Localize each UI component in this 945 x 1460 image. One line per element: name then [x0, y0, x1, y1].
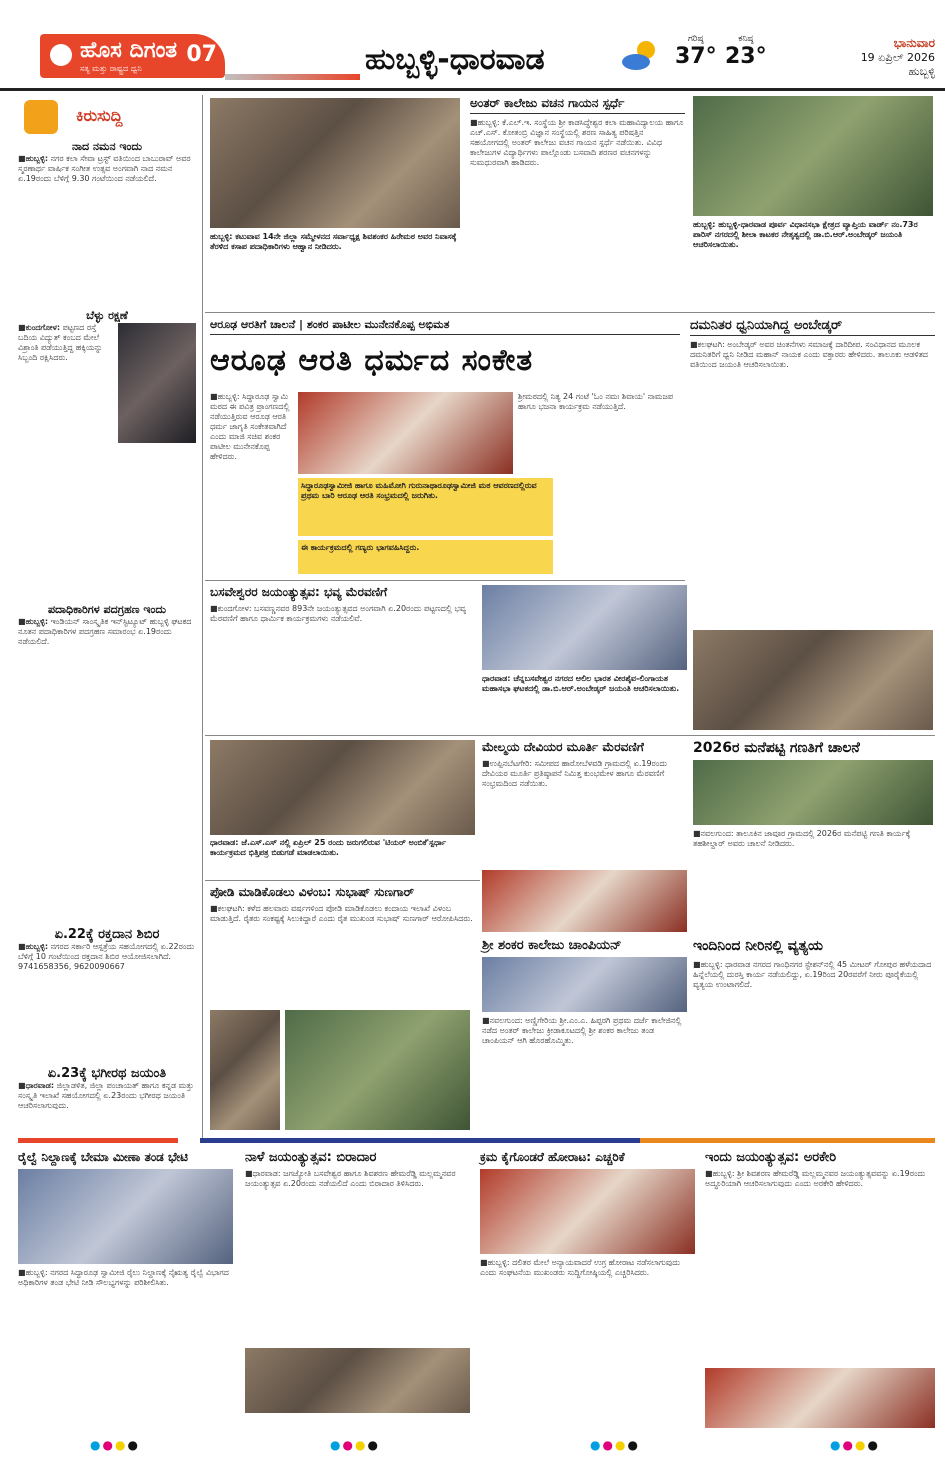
top-story-1-caption: ಹುಬ್ಬಳ್ಳಿ: ಕಟುವಾವ 14ನೇ ಜಿಲ್ಲಾ ಸಮ್ಮೇಳನದ ಸರ್ವಾಧ್ಯಕ್ಷ ಶಿವಶಂಕರ ಹಿರೇಮಠ ಅವರ ನಿವಾಸಕ್ಕೆ ತೆರಳಿದ ಕಸಾಪ ಪದಾಧಿಕಾರಿಗಳು ಆಹ್ವಾನ ನೀಡಿದರು. — [210, 232, 457, 251]
water-head: ಇಂದಿನಿಂದ ನೀರಿನಲ್ಲಿ ವ್ಯತ್ಯಯ — [693, 938, 823, 954]
page-number: 07 — [186, 42, 217, 67]
brief-2-body — [18, 323, 196, 453]
ambedkar-story — [690, 318, 935, 640]
weekday: ಭಾನುವಾರ — [893, 36, 935, 50]
divider-mid-1 — [205, 580, 685, 581]
brief-photo-bird — [118, 323, 196, 443]
city-title: ಹುಬ್ಬಳ್ಳಿ-ಧಾರವಾಡ — [365, 42, 545, 77]
brief-text-4: ■ಹುಬ್ಬಳ್ಳಿ: ನಗರದ ಸರ್ಕಾರಿ ಆಸ್ಪತ್ರೆಯ ಸಹಯೋಗದಲ್ಲಿ ಏ.22ರಂದು ಬೆಳಿಗ್ಗೆ 10 ಗಂಟೆಯಿಂದ ರಕ್ತದಾನ ಶಿಬಿರ ಆಯೋಜಿಸಲಾಗಿದೆ. 9741658356, 9620090667 — [18, 942, 195, 971]
brief-head-1: ನಾದ ನಮನ ಇಂದು — [71, 140, 143, 153]
brief-text-2: ■ಕುಂದಗೋಳ: ಪಟ್ಟಣದ ರಸ್ತೆ ಬದಿಯ ವಿದ್ಯುತ್ ಕಂಬದ ಮೇಲೆ ವಿಶ್ರಾಂತಿ ಪಡೆಯುತ್ತಿದ್ದ ಹಕ್ಕಿಯನ್ನು ಸಿಬ್ಬಂದಿ ರಕ್ಷಿಸಿದರು. — [18, 323, 103, 362]
max-temp-block — [675, 34, 717, 69]
subhash-portrait — [210, 1010, 280, 1130]
subhash-text: ■ಕಲಘಟಗಿ: ಕಳೆದ ಹಲವಾರು ವರ್ಷಗಳಿಂದ ಪೋಡಿ ಮಾಡಿಕೊಡಲು ಕಂದಾಯ ಇಲಾಖೆ ವಿಳಂಬ ಮಾಡುತ್ತಿದೆ. ರೈತರು ಸಂಕಷ್ಟಕ್ಕೆ ಸಿಲುಕಿದ್ದಾರೆ ಎಂದು ರೈತ ಮುಖಂಡ ಸುಭಾಷ್ ಸುಣಗಾರ್ ಆರೋಪಿಸಿದರು. — [210, 904, 473, 923]
shankar-college-head: ಶ್ರೀ ಶಂಕರ ಕಾಲೇಜು ಚಾಂಪಿಯನ್ — [482, 938, 622, 953]
poster-photo — [210, 740, 475, 835]
subhash-photo — [285, 1010, 470, 1130]
lamp-icon — [50, 44, 72, 66]
ambedkar-head: ದಮನಿತರ ಧ್ವನಿಯಾಗಿದ್ದ ಅಂಬೇಡ್ಕರ್ — [690, 318, 935, 336]
min-temp: 23° — [725, 44, 767, 69]
census-story — [693, 740, 933, 899]
lead-headline: ಆರೂಢ ಆರತಿ ಧರ್ಮದ ಸಂಕೇತ — [210, 343, 534, 378]
melmaruvathur-photo — [482, 870, 687, 932]
bottom-story-4 — [705, 1150, 935, 1428]
brief-text-5: ■ಧಾರವಾಡ: ಜಿಲ್ಲಾಡಳಿತ, ಜಿಲ್ಲಾ ಪಂಚಾಯತ್ ಹಾಗೂ ಕನ್ನಡ ಮತ್ತು ಸಂಸ್ಕೃತಿ ಇಲಾಖೆ ಸಹಯೋಗದಲ್ಲಿ ಏ.23ರಂದು ಭಗೀರಥ ಜಯಂತಿ ಆಚರಿಸಲಾಗುವುದು. — [18, 1081, 194, 1110]
shankar-college-story — [482, 938, 687, 1146]
edition-place: ಹುಬ್ಬಳ್ಳಿ — [908, 65, 935, 78]
top-story-2-text: ■ಹುಬ್ಬಳ್ಳಿ: ಕೆ.ಎಲ್.ಇ. ಸಂಸ್ಥೆಯ ಶ್ರೀ ಕಾಡಸಿದ್ಧೇಶ್ವರ ಕಲಾ ಮಹಾವಿದ್ಯಾಲಯ ಹಾಗೂ ಎಚ್.ಎಸ್. ಕೋತಂಬ್ರಿ ವಿಜ್ಞಾನ ಸಂಸ್ಥೆಯಲ್ಲಿ ಶರಣ ಸಾಹಿತ್ಯ ಪರಿಷತ್ತಿನ ಸಹಯೋಗದಲ್ಲಿ ಅಂತರ್ ಕಾಲೇಜು ವಚನ ಗಾಯನ ಸ್ಪರ್ಧೆ ನಡೆಯಿತು. ವಿವಿಧ ಕಾಲೇಜುಗಳ ವಿದ್ಯಾರ್ಥಿಗಳು ಪಾಲ್ಗೊಂಡು ಬಸವಾದಿ ಶರಣರ ವಚನಗಳನ್ನು ಸುಮಧುರವಾಗಿ ಹಾಡಿದರು. — [470, 118, 684, 167]
bottom-photo-4 — [705, 1368, 935, 1428]
lead-photo — [298, 392, 513, 474]
basaveshwara-story — [210, 585, 475, 739]
hand-point-icon — [24, 100, 58, 134]
paper-name: ಹೊಸ ದಿಗಂತ — [80, 38, 178, 63]
melmaruvathur-head: ಮೇಲ್ಮಯ ದೇವಿಯರ ಮೂರ್ತಿ ಮೆರವಣಿಗೆ — [482, 740, 644, 754]
ambedkar-photos — [693, 630, 933, 730]
dharwad-photo — [482, 585, 687, 670]
shankar-college-text: ■ನವಲಗುಂದ: ಅಣ್ಣಿಗೇರಿಯ ಶ್ರೀ.ಎಂ.ಎ. ಹಿಪ್ಪರಗಿ ಪ್ರಥಮ ದರ್ಜೆ ಕಾಲೇಜಿನಲ್ಲಿ ನಡೆದ ಅಂತರ್ ಕಾಲೇಜು ಕ್ರೀಡಾಕೂಟದಲ್ಲಿ ಶ್ರೀ ಶಂಕರ ಕಾಲೇಜು ತಂಡ ಚಾಂಪಿಯನ್ ಆಗಿ ಹೊರಹೊಮ್ಮಿತು. — [482, 1016, 682, 1045]
bottom-photo-3 — [480, 1169, 695, 1254]
bottom-story-1 — [18, 1150, 233, 1443]
divider-mid-3 — [205, 880, 480, 881]
brief-text-2-cont — [18, 453, 196, 603]
divider-top — [205, 312, 935, 313]
brief-head-4: ಏ.22ಕ್ಕೆ ರಕ್ತದಾನ ಶಿಬಿರ — [54, 927, 160, 942]
subhash-story — [210, 885, 475, 1019]
brief-head-3: ಪದಾಧಿಕಾರಿಗಳ ಪದಗ್ರಹಣ ಇಂದು — [48, 603, 166, 616]
registration-marks-4: ●●●● — [830, 1438, 880, 1452]
bottom-story-2 — [245, 1150, 470, 1413]
melmaruvathur-story — [482, 740, 687, 879]
lead-highlight-1: ಸಿದ್ಧಾರೂಢಸ್ವಾಮೀಜಿ ಹಾಗೂ ಮಹಿಮೋಗಿ ಗುರುನಾಥಾರೂಢಸ್ವಾಮೀಜಿ ಮಠ ಆವರಣದಲ್ಲಿರುವ ಪ್ರಥಮ ಬಾರಿ ಆರೂಢ ಆರತಿ ಸಂಭ್ರಮದಲ್ಲಿ ಜರುಗಿತು. — [298, 478, 553, 536]
bottom-text-4: ■ಹುಬ್ಬಳ್ಳಿ: ಶ್ರೀ ಶಿವಶರಣ ಹೇಮರೆಡ್ಡಿ ಮಲ್ಲಮ್ಮನವರ ಜಯಂತ್ಯುತ್ಸವವನ್ನು ಏ.19ರಂದು ಅದ್ಧೂರಿಯಾಗಿ ಆಚರಿಸಲಾಗುವುದು ಎಂದು ಅರಕೇರಿ ಹೇಳಿದರು. — [705, 1169, 926, 1188]
bottom-text-2: ■ಧಾರವಾಡ: ಜಗಜ್ಯೋತಿ ಬಸವೇಶ್ವರ ಹಾಗೂ ಶಿವಶರಣ ಹೇಮರೆಡ್ಡಿ ಮಲ್ಲಮ್ಮನವರ ಜಯಂತ್ಯುತ್ಸವ ಏ.20ರಂದು ನಡೆಯಲಿದೆ ಎಂದು ಬಿರಾದಾರ ತಿಳಿಸಿದರು. — [245, 1169, 456, 1188]
max-temp: 37° — [675, 44, 717, 69]
date-block — [810, 36, 935, 79]
top-story-3-photo — [693, 96, 933, 216]
separator-bar-3 — [640, 1138, 935, 1143]
bottom-photo-1 — [18, 1169, 233, 1264]
water-story — [693, 938, 933, 1145]
min-temp-block — [725, 34, 767, 69]
max-temp-label: ಗರಿಷ್ಠ — [687, 34, 704, 44]
date: 19 ಏಪ್ರಿಲ್ 2026 — [860, 51, 935, 64]
top-story-2 — [470, 96, 685, 313]
lead-text-2: ಶ್ರೀಮಠದಲ್ಲಿ ನಿತ್ಯ 24 ಗಂಟೆ 'ಓಂ ನಮಃ ಶಿವಾಯ' ನಾಮಜಪ ಹಾಗೂ ಭಜನಾ ಕಾರ್ಯಕ್ರಮ ನಡೆಯುತ್ತಿದೆ. — [518, 392, 673, 411]
min-temp-label: ಕನಿಷ್ಠ — [738, 34, 754, 44]
registration-marks-3: ●●●● — [590, 1438, 640, 1452]
lead-kicker: ಆರೂಢ ಆರತಿಗೆ ಚಾಲನೆ | ಶಂಕರ ಪಾಟೀಲ ಮುನೇನಕೊಪ್ಪ ಅಭಿಮತ — [210, 318, 680, 335]
divider-mid-2 — [205, 735, 935, 736]
registration-marks-2: ●●●● — [330, 1438, 380, 1452]
lead-highlight-2: ಈ ಕಾರ್ಯಕ್ರಮದಲ್ಲಿ ಗಣ್ಯರು ಭಾಗವಹಿಸಿದ್ದರು. — [298, 540, 553, 574]
subhash-head: ಪೋಡಿ ಮಾಡಿಕೊಡಲು ವಿಳಂಬ: ಸುಭಾಷ್ ಸುಣಗಾರ್ — [210, 885, 414, 899]
census-head: 2026ರ ಮನೆಪಟ್ಟಿ ಗಣತಿಗೆ ಚಾಲನೆ — [693, 740, 860, 756]
dharwad-caption: ಧಾರವಾಡ: ಚೆನ್ನಬಸವೇಶ್ವರ ನಗರದ ಆಲಿಲ ಭಾರತ ವೀರಶೈವ-ಲಿಂಗಾಯತ ಮಹಾಸಭಾ ಘಟಕದಲ್ಲಿ ಡಾ.ಬಿ.ಆರ್.ಅಂಬೇಡ್ಕರ್ ಜಯಂತಿ ಆಚರಿಸಲಾಯಿತು. — [482, 674, 680, 693]
column-rule-left — [202, 95, 203, 1140]
water-text: ■ಹುಬ್ಬಳ್ಳಿ: ಧಾರವಾಡ ನಗರದ ಗಾಂಧಿನಗರ ಸ್ಟೇಶನ್‌ನಲ್ಲಿ 45 ಮೀಟರ್ ಗೋಪುರ ಹಳೆಯದಾದ ಹಿನ್ನೆಲೆಯಲ್ಲಿ ದುರಸ್ತಿ ಕಾರ್ಯ ನಡೆಯಲಿದ್ದು, ಏ.19ರಿಂದ 20ರವರೆಗೆ ನೀರು ಪೂರೈಕೆಯಲ್ಲಿ ವ್ಯತ್ಯಯ ಉಂಟಾಗಲಿದೆ. — [693, 960, 932, 989]
kirusuddi-column — [18, 140, 196, 1231]
top-story-1-photo — [210, 98, 460, 228]
lead-story — [210, 318, 680, 378]
masthead — [0, 0, 945, 91]
basaveshwara-text: ■ಕುಂದಗೋಳ: ಬಸವಣ್ಣನವರ 893ನೇ ಜಯಂತ್ಯುತ್ಸವದ ಅಂಗವಾಗಿ ಏ.20ರಂದು ಪಟ್ಟಣದಲ್ಲಿ ಭವ್ಯ ಮೆರವಣಿಗೆ ಹಾಗೂ ಧಾರ್ಮಿಕ ಕಾರ್ಯಕ್ರಮಗಳು ನಡೆಯಲಿವೆ. — [210, 604, 467, 623]
bottom-text-3: ■ಹುಬ್ಬಳ್ಳಿ: ದಲಿತರ ಮೇಲೆ ಅನ್ಯಾಯವಾದರೆ ಉಗ್ರ ಹೋರಾಟ ನಡೆಸಲಾಗುವುದು ಎಂದು ಸಂಘಟನೆಯ ಮುಖಂಡರು ಸುದ್ದಿಗೋಷ್ಠಿಯಲ್ಲಿ ಎಚ್ಚರಿಸಿದರು. — [480, 1258, 681, 1277]
bottom-story-3 — [480, 1150, 695, 1433]
melmaruvathur-text: ■ಉಪ್ಪಿನಬೆಟಗೇರಿ: ಸಮೀಪದ ಹಾರೋಬೆಳವಡಿ ಗ್ರಾಮದಲ್ಲಿ ಏ.19ರಂದು ದೇವಿಯರ ಮೂರ್ತಿ ಪ್ರತಿಷ್ಠಾಪನೆ ನಿಮಿತ್ತ ಕುಂಭಮೇಳ ಹಾಗೂ ಮೆರವಣಿಗೆ ಸಂಭ್ರಮದಿಂದ ನಡೆಯಿತು. — [482, 759, 668, 788]
bottom-head-3: ಕ್ರಮ ಕೈಗೊಂಡರೆ ಹೋರಾಟ: ಎಚ್ಚರಿಕೆ — [480, 1150, 625, 1164]
brief-head-5: ಏ.23ಕ್ಕೆ ಭಗೀರಥ ಜಯಂತಿ — [47, 1066, 167, 1081]
brief-head-2: ಬೆಳ್ಳು ರಕ್ಷಣೆ — [86, 309, 128, 322]
brief-text-3: ■ಹುಬ್ಬಳ್ಳಿ: ಇಂಡಿಯನ್ ಸಾಂಸ್ಕೃತಿಕ ಇನ್‌ಸ್ಟಿಟ್ಯೂಟ್ ಹುಬ್ಬಳ್ಳಿ ಘಟಕದ ನೂತನ ಪದಾಧಿಕಾರಿಗಳ ಪದಗ್ರಹಣ ಸಮಾರಂಭ ಏ.19ರಂದು ನಡೆಯಲಿದೆ. — [18, 617, 192, 646]
kirusuddi-header — [18, 100, 196, 134]
separator-bar-1 — [18, 1138, 178, 1143]
brief-text-1: ■ಹುಬ್ಬಳ್ಳಿ: ನಗರ ಕಲಾ ಸೇವಾ ಟ್ರಸ್ಟ್ ವತಿಯಿಂದ ಬಾಬುರಾವ್ ಅವರ ಸ್ಮರಣಾರ್ಥ ವಾರ್ಷಿಕ ಸಂಗೀತ ಉತ್ಸವ ಅಂಗವಾಗಿ ನಾದ ನಮನ ಏ.19ರಂದು ಬೆಳಿಗ್ಗೆ 9.30 ಗಂಟೆಯಿಂದ ನಡೆಯಲಿದೆ. — [18, 154, 191, 183]
bottom-head-2: ನಾಳೆ ಜಯಂತ್ಯುತ್ಸವ: ಬಿರಾದಾರ — [245, 1150, 377, 1165]
basaveshwara-head: ಬಸವೇಶ್ವರರ ಜಯಂತ್ಯುತ್ಸವ: ಭವ್ಯ ಮೆರವಣಿಗೆ — [210, 585, 388, 599]
paper-tagline: ಸತ್ಯ ಮತ್ತು ರಾಷ್ಟ್ರದ ಧ್ವನಿ — [80, 64, 142, 73]
bottom-head-4: ಇಂದು ಜಯಂತ್ಯುತ್ಸವ: ಅರಕೇರಿ — [705, 1150, 837, 1165]
masthead-color-bar — [225, 74, 360, 80]
paper-logo[interactable] — [40, 34, 225, 78]
bottom-photo-2 — [245, 1348, 470, 1413]
registration-marks-1: ●●●● — [90, 1438, 140, 1452]
lead-text: ■ಹುಬ್ಬಳ್ಳಿ: ಸಿದ್ಧಾರೂಢ ಸ್ವಾಮಿ ಮಠದ ಈ ಪವಿತ್ರ ಪ್ರಾಂಗಣದಲ್ಲಿ ನಡೆಯುತ್ತಿರುವ ಆರೂಢ ಆರತಿ ಧರ್ಮ ಜಾಗೃತಿ ಸಂಕೇತವಾಗಿದೆ ಎಂದು ಮಾಜಿ ಸಚಿವ ಶಂಕರ ಪಾಟೀಲ ಮುನೇನಕೊಪ್ಪ ಹೇಳಿದರು. — [210, 392, 290, 461]
lead-text-3 — [558, 478, 680, 574]
poster-caption: ಧಾರವಾಡ: ಜೆ.ಎಸ್.ಎಸ್ ನಲ್ಲಿ ಏಪ್ರಿಲ್ 25 ರಂದು ಜರುಗಲಿರುವ 'ಟಿಯರ್ ಅಂಬಿಕೆ'ಸ್ಪರ್ಧಾ ಕಾರ್ಯಕ್ರಮದ ಭಿತ್ತಿಪತ್ರ ಬಿಡುಗಡೆ ಮಾಡಲಾಯಿತು. — [210, 838, 447, 857]
separator-bar-2 — [200, 1138, 640, 1143]
ambedkar-text: ■ಕಲಘಟಗಿ: ಅಂಬೇಡ್ಕರ್ ಅವರ ಚಿಂತನೆಗಳು ಸಮಾಜಕ್ಕೆ ದಾರಿದೀಪ. ಸಂವಿಧಾನದ ಮೂಲಕ ದಮನಿತರಿಗೆ ಧ್ವನಿ ನೀಡಿದ ಮಹಾನ್ ನಾಯಕ ಎಂದು ವಕ್ತಾರರು ಹೇಳಿದರು. ತಾಲೂಕು ಆಡಳಿತದ ವತಿಯಿಂದ ಜಯಂತಿ ಆಚರಿಸಲಾಯಿತು. — [690, 340, 928, 369]
census-photo — [693, 760, 933, 825]
shankar-college-photo — [482, 957, 687, 1012]
census-text: ■ನವಲಗುಂದ: ತಾಲೂಕಿನ ಜಾವೂರ ಗ್ರಾಮದಲ್ಲಿ 2026ರ ಮನೆಪಟ್ಟಿ ಗಣತಿ ಕಾರ್ಯಕ್ಕೆ ತಹಶೀಲ್ದಾರ್ ಅವರು ಚಾಲನೆ ನೀಡಿದರು. — [693, 829, 911, 848]
top-story-3-caption: ಹುಬ್ಬಳ್ಳಿ: ಹುಬ್ಬಳ್ಳಿ-ಧಾರವಾಡ ಪೂರ್ವ ವಿಧಾನಸಭಾ ಕ್ಷೇತ್ರದ ವ್ಯಾಪ್ತಿಯ ವಾರ್ಡ್ ನಂ.73ರ ಪಾರಿಸ್ ನಗರದಲ್ಲಿ ಶೀಲಾ ಕಾಟಕರ ನೇತೃತ್ವದಲ್ಲಿ ಡಾ.ಬಿ.ಆರ್.ಅಂಬೇಡ್ಕರ್ ಜಯಂತಿ ಆಚರಿಸಲಾಯಿತು. — [693, 220, 918, 249]
bottom-text-1: ■ಹುಬ್ಬಳ್ಳಿ: ನಗರದ ಸಿದ್ಧಾರೂಢ ಸ್ವಾಮೀಜಿ ರೈಲು ನಿಲ್ದಾಣಕ್ಕೆ ನೈಋತ್ಯ ರೈಲ್ವೆ ವಿಭಾಗದ ಅಧಿಕಾರಿಗಳ ತಂಡ ಭೇಟಿ ನೀಡಿ ಸೌಲಭ್ಯಗಳನ್ನು ಪರಿಶೀಲಿಸಿತು. — [18, 1268, 229, 1287]
bottom-head-1: ರೈಲ್ವೆ ನಿಲ್ದಾಣಕ್ಕೆ ಬೇಮಾ ಮೀಣಾ ತಂಡ ಭೇಟಿ — [18, 1150, 188, 1164]
top-story-2-head: ಅಂತರ್ ಕಾಲೇಜು ವಚನ ಗಾಯನ ಸ್ಪರ್ಧೆ — [470, 96, 685, 114]
kirusuddi-title: ಕಿರುಸುದ್ದಿ — [76, 106, 123, 125]
weather-icon — [620, 38, 660, 74]
